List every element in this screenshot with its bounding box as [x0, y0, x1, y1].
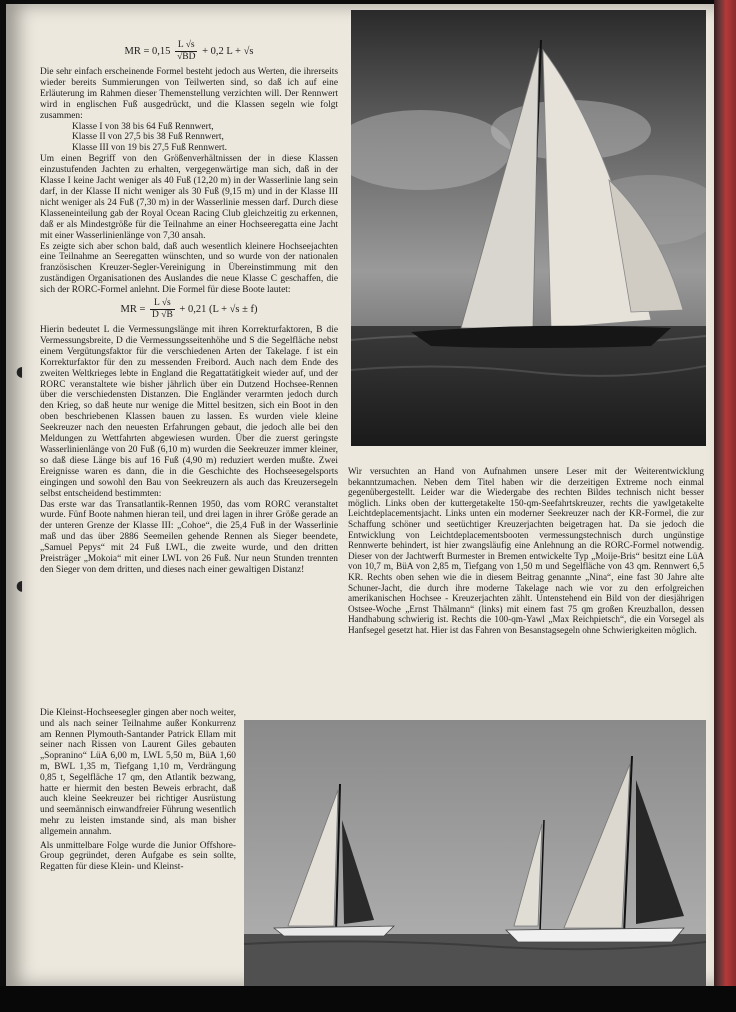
formula-class-c: [40, 298, 338, 321]
formula-rorc: [40, 40, 338, 63]
formula-fraction: [150, 298, 175, 321]
formula-lhs: MR =: [120, 303, 146, 315]
photo-caption: Wir versuchten an Hand von Aufnahmen unsere Leser mit der Weiterentwicklung bekanntzumachen. Neben dem Titel haben wir die derzeitigen Extreme noch einmal gegenübergestellt. Leider war die Wiedergabe des rechten Bildes technisch nicht besser möglich. Links oben der kuttergetakelte 150-qm-Seefahrtskreuzer, rechts die yawlgetakelte Leichtdeplacementsjacht. Links unten ein moderner Seekreuzer nach der KR-Formel, die zur Schaffung schöner und seetüchtiger Kreuzerjachten beigetragen hat. Da sie jedoch die Entwicklung von Leichtdeplacementsbooten vermessungstechnisch durch ungünstige Rennwerte behindert, ist hier zwangsläufig eine Anlehnung an die RORC-Formel notwendig. Dieser von der Jachtwerft Burmester in Bremen entwickelte Typ „Moije-Bris“ besitzt eine LüA von 10,7 m, BüA von 2,85 m, Tiefgang von 1,50 m und Segelfläche von 43 qm. Rennwert 6,5 KR. Rechts oben sehen wie die in diesem Beitrag genannte „Nina“, eine fast 30 Jahre alte Schuner-Jacht, die durch ihre moderne Takelage nach wie vor zu den erfolgreichen amerikanischen Hochsee - Kreuzerjachten zählt. Untenstehend ein Bild von der diesjährigen Ostsee-Woche „Ernst Thälmann“ (links) mit einem fast 75 qm großen Kreuzballon, dessen Handhabung schwierig ist. Rechts die 100-qm-Yawl „Max Reichpietsch“, die ein Vorsegel als Hanfsegel gesetzt hat. Hier ist das Fahren von Besanstagsegeln ohne Schwierigkeiten möglich.: [348, 466, 704, 635]
paragraph-definitions: Hierin bedeutet L die Vermessungslänge mit ihren Korrekturfaktoren, B die Vermessungsbreite, D die Vermessungsseitenhöhe und S die Segelfläche nebst einem Vergütungsfaktor für die verschiedenen Arten der Takelage. f ist ein Korrekturfaktor für den zu messenden Freibord. Auch nach dem Ende des zweiten Weltkrieges lebte in England die Regattatätigkeit wieder auf, und der RORC veranstaltete wie bisher jährlich über ein Dutzend Hochsee-Rennen über die verschiedensten Distanzen. Die Engländer verarmten jedoch durch den Krieg, so daß heute nur wenige die Mittel besitzen, sich ein Boot in den oben beschriebenen Klassen bauen zu lassen. Es wurden viele kleine Seekreuzer nach den neuesten Erfahrungen gebaut, die jedoch alle bei den Meldungen zu Wettfahrten abgewiesen wurden. Über die zuerst geringste Wasserlinienlänge von 20 Fuß (6,10 m) wurden die Seekreuzer immer kleiner, so daß diese Länge bis auf 16 Fuß (4,90 m) reduziert werden mußte. Zwei Ereignisse waren es dann, die in die Geschichte des Hochseesegelsports eingingen und sowohl den Bau von Seekreuzern als auch das Kreuzersegeln selbst entscheidend bestimmten:: [40, 325, 338, 499]
scan-background: [0, 986, 736, 1012]
paragraph-junior-offshore: Als unmittelbare Folge wurde die Junior Offshore-Group gegründet, deren Aufgabe es sein sollte, Regatten für diese Klein- und Kleinst-: [40, 840, 236, 873]
class-line-2: Klasse II von 27,5 bis 38 Fuß Rennwert,: [72, 132, 224, 143]
margin-hole-mark-icon: ◖: [16, 364, 24, 380]
lower-left-column: [40, 708, 236, 876]
formula-numerator: L √s: [175, 40, 197, 52]
formula-rhs: + 0,2 L + √s: [202, 45, 254, 57]
paragraph-class-c: Es zeigte sich aber schon bald, daß auch wesentlich kleinere Hochseejachten eine Teilnahme an Seeregatten wünschten, und so wurde von der nationalen französischen Kreuzer-Segler-Vereinigung in Übereinstimmung mit den zuständigen Organisationen des Auslandes die neue Klasse C geschaffen, die sich der RORC-Formel anlehnt. Die Formel für diese Boote lautet:: [40, 241, 338, 296]
formula-lhs: MR = 0,15: [124, 45, 171, 57]
left-column: [40, 38, 338, 576]
formula-fraction: [175, 40, 197, 63]
intro-paragraph: Die sehr einfach erscheinende Formel besteht jedoch aus Werten, die ihrerseits wieder bereits Summierungen von Teilwerten sind, so daß ich auf eine Erläuterung im Rahmen dieser Themenstellung verzichten will. Der Rennwert wird in englischen Fuß ausgedrückt, und die Klassen segeln wie folgt zusammen:: [40, 67, 338, 121]
paragraph-sopranino: Die Kleinst-Hochseesegler gingen aber noch weiter, und als nach seiner Teilnahme außer Konkurrenz am Rennen Plymouth-Santander Patrick Ellam mit seiner nach Rissen von Laurent Giles gebauten „Sopranino“ LüA 6,00 m, LWL 5,50 m, BüA 1,60 m, BWL 1,35 m, Tiefgang 1,10 m, Verdrängung 0,85 t, Segelfläche 17 qm, den Atlantik bezwang, hatte er hiermit den besten Beweis erbracht, daß auch kleine Seekreuzer bei richtiger Ausrüstung und seemännisch einwandfreier Führung wesentlich mehr zu leisten imstande sind, als man bisher allgemein annahm.: [40, 708, 236, 837]
magazine-page: [6, 4, 714, 986]
formula-denominator: D √B: [152, 310, 173, 321]
regatta-illustration: [244, 720, 706, 986]
margin-hole-mark-icon: ◖: [16, 578, 24, 594]
photo-sailing-yacht: [351, 10, 706, 446]
formula-numerator: L √s: [150, 298, 175, 310]
class-line-3: Klasse III von 19 bis 27,5 Fuß Rennwert.: [72, 143, 227, 154]
formula-denominator: √BD: [177, 52, 196, 62]
formula-rhs: + 0,21 (L + √s ± f): [179, 303, 258, 315]
paragraph-transatlantic: Das erste war das Transatlantik-Rennen 1950, das vom RORC veranstaltet wurde. Fünf Boote nahmen hieran teil, und drei lagen in ihrer Größe gerade an der unteren Grenze der Klasse III: „Cohoe“, die 25,4 Fuß in der Wasserlinie maß und das über 2886 Seemeilen gehende Rennen als Sieger beendete, „Samuel Pepys“ mit 24 Fuß LWL, die zweite wurde, und den dritten Preisträger „Mokoia“ mit einer LWL von 26 Fuß. Nur neun Stunden trennten den Sieger von dem dritten, und dieses nach einer gewaltigen Distanz!: [40, 499, 338, 575]
sailing-yacht-illustration: [351, 10, 706, 446]
class-line-1: Klasse I von 38 bis 64 Fuß Rennwert,: [72, 121, 214, 132]
paragraph-class-sizes: Um einen Begriff von den Größenverhältnissen der in diese Klassen einzustufenden Jachten zu erhalten, vergegenwärtige man sich, daß in der Klasse I keine Jacht weniger als 40 Fuß (12,20 m) in der Wasserlinie lang sein darf, in der Klasse II nicht weniger als 30 Fuß (9,15 m) und in der Klasse III nicht weniger als 24 Fuß (7,30 m) in der Wasserlinie messen darf. Durch diese Klasseneinteilung gab der Royal Ocean Racing Club gleichzeitig zu erkennen, daß er als Mindestgröße für die Teilnahme an einer Hochseeregatta eine Jacht mit einer Wasserlinienlänge von 7,30 ansah.: [40, 154, 338, 241]
book-edge: [714, 0, 736, 990]
photo-regatta-yachts: [244, 720, 706, 986]
